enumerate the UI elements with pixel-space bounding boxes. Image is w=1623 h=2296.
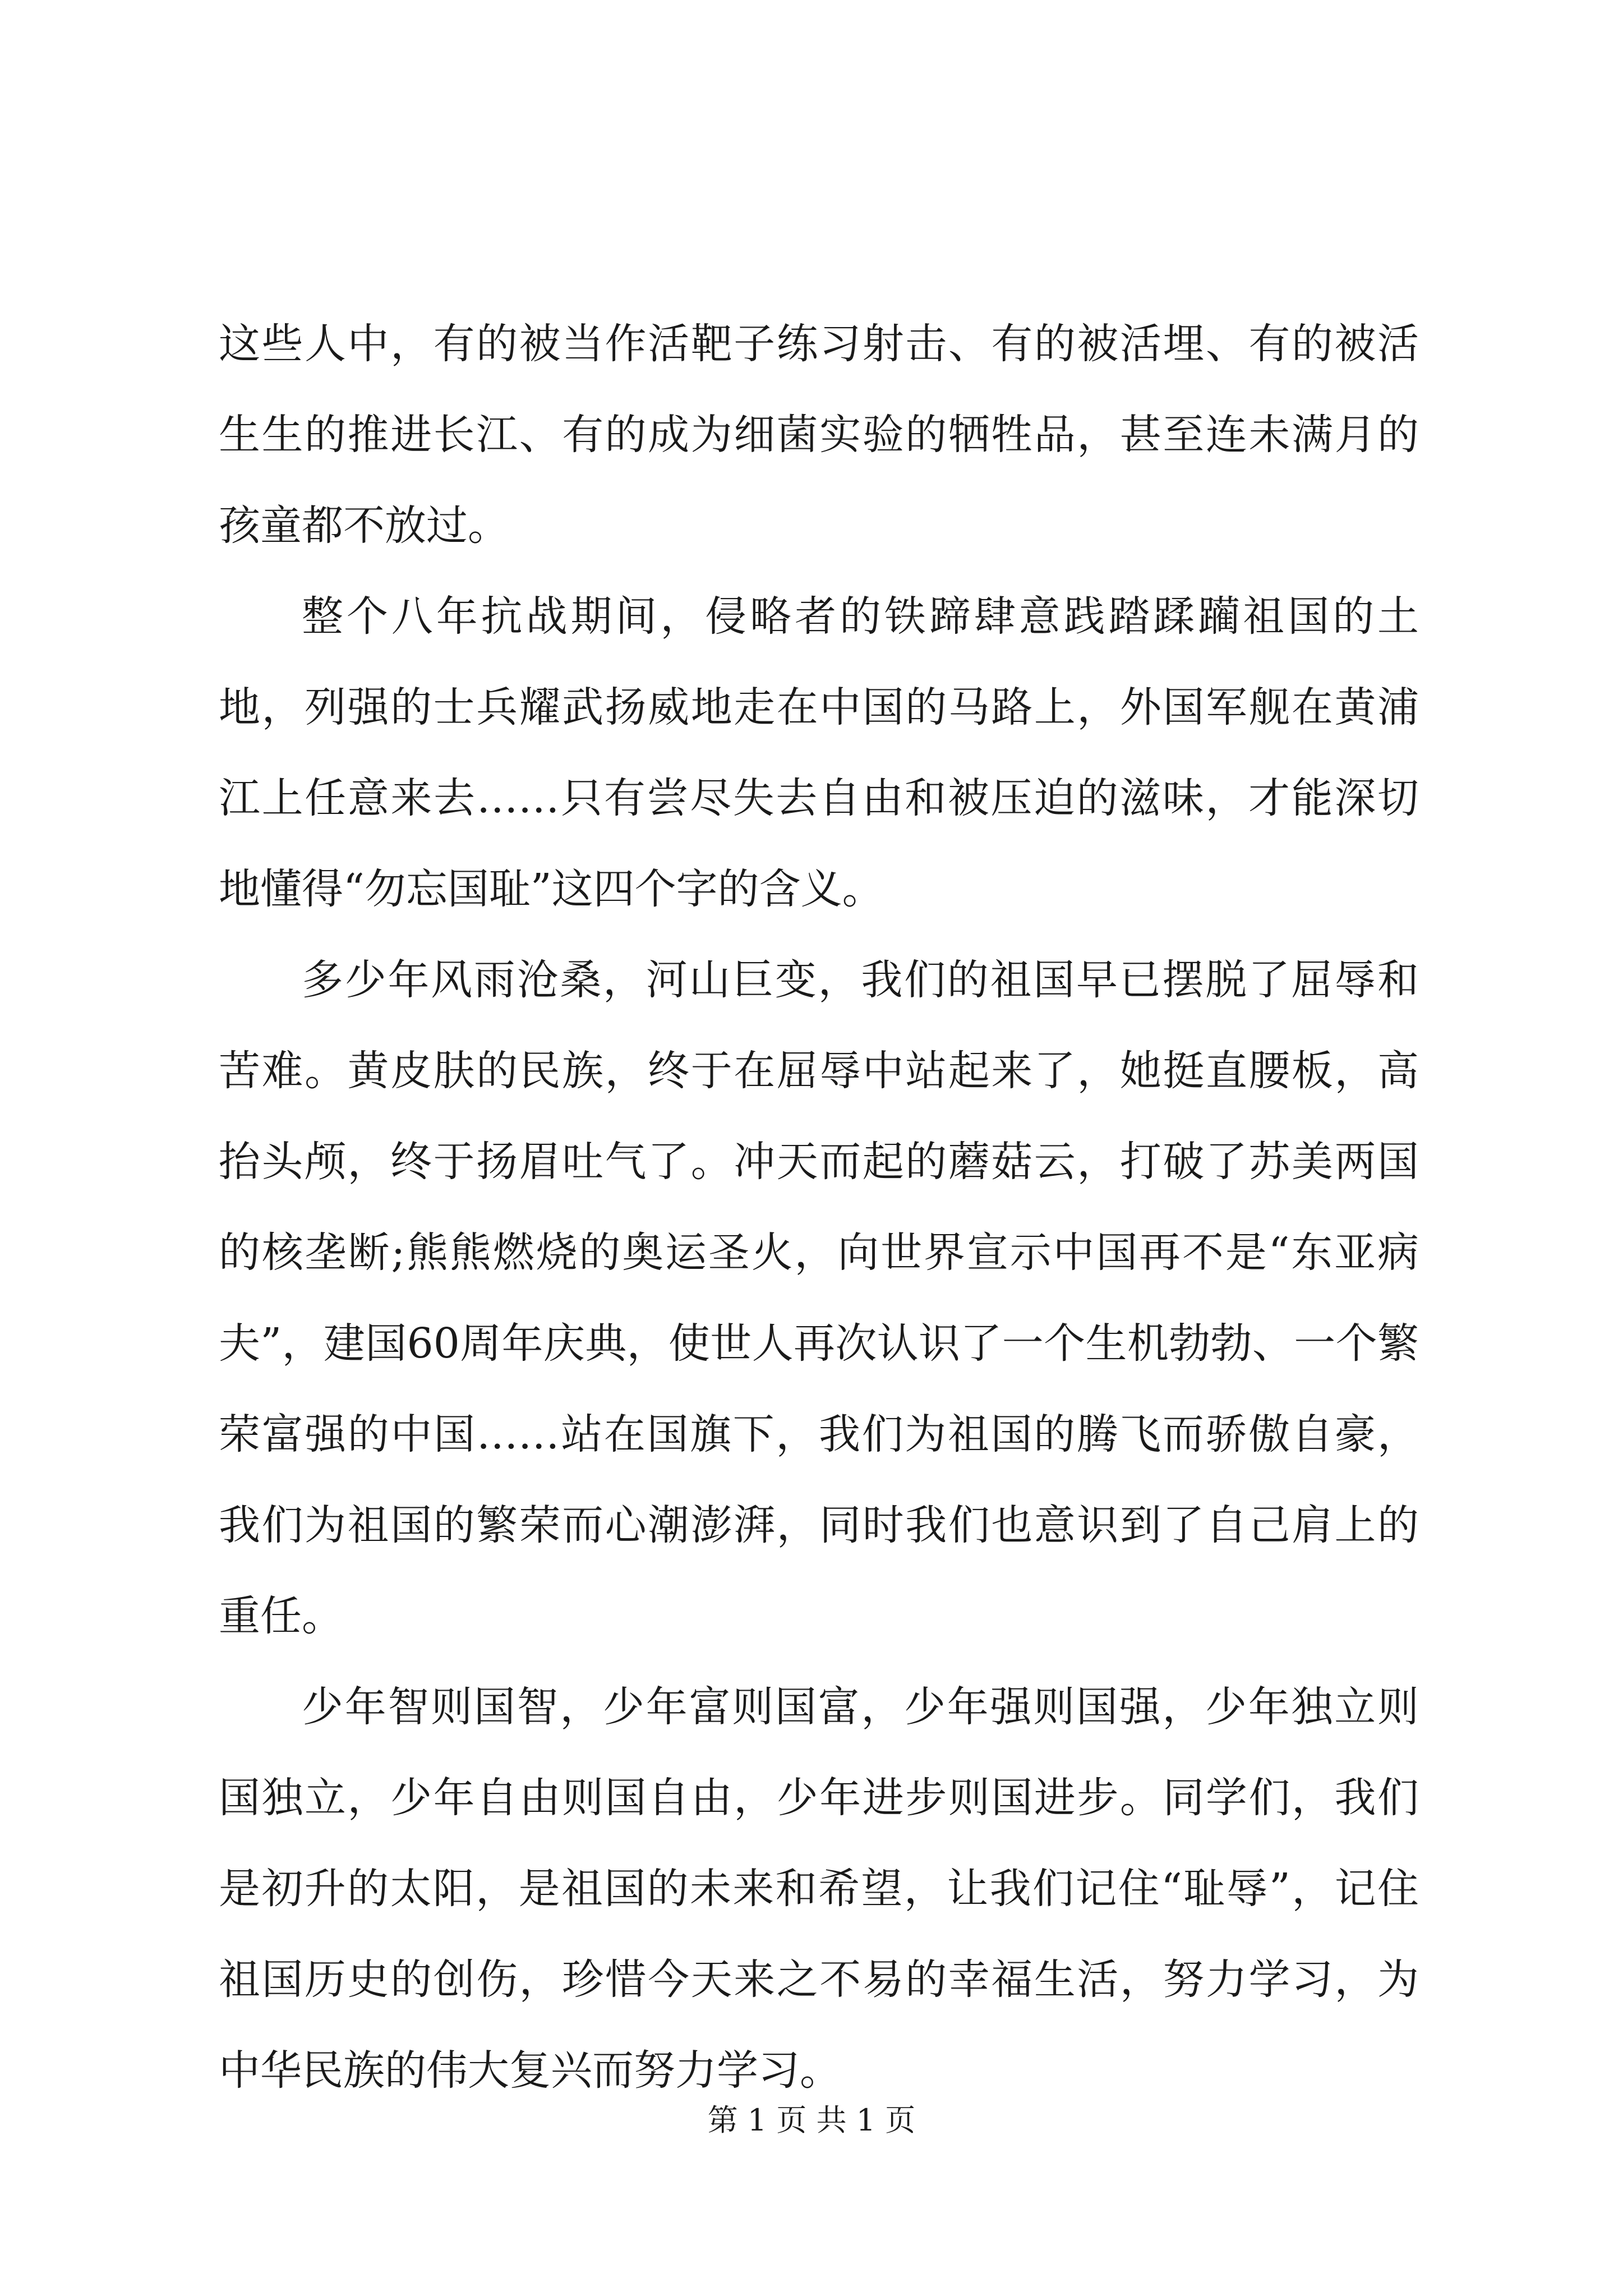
paragraph-4: 少年智则国智，少年富则国富，少年强则国强，少年独立则国独立，少年自由则国自由，少年进步则国进步。同学们，我们是初升的太阳，是祖国的未来和希望，让我们记住“耻辱”，记住祖国历史的创伤，珍惜今天来之不易的幸福生活，努力学习，为中华民族的伟大复兴而努力学习。	[219, 1683, 1419, 2095]
paragraph-1: 这些人中，有的被当作活靶子练习射击、有的被活埋、有的被活生生的推进长江、有的成为细菌实验的牺牲品，甚至连未满月的孩童都不放过。	[219, 320, 1419, 550]
document-body	[219, 298, 1419, 2116]
paragraph-2: 整个八年抗战期间，侵略者的铁蹄肆意践踏蹂躏祖国的土地，列强的士兵耀武扬威地走在中国的马路上，外国军舰在黄浦江上任意来去……只有尝尽失去自由和被压迫的滋味，才能深切地懂得“勿忘国耻”这四个字的含义。	[219, 592, 1419, 913]
paragraph-3: 多少年风雨沧桑，河山巨变，我们的祖国早已摆脱了屈辱和苦难。黄皮肤的民族，终于在屈辱中站起来了，她挺直腰板，高抬头颅，终于扬眉吐气了。冲天而起的蘑菇云，打破了苏美两国的核垄断;熊熊燃烧的奥运圣火，向世界宣示中国再不是“东亚病夫”，建国60周年庆典，使世人再次认识了一个生机勃勃、一个繁荣富强的中国……站在国旗下，我们为祖国的腾飞而骄傲自豪，我们为祖国的繁荣而心潮澎湃，同时我们也意识到了自己肩上的重任。	[219, 956, 1419, 1640]
page-footer: 第 1 页 共 1 页	[707, 2102, 916, 2138]
